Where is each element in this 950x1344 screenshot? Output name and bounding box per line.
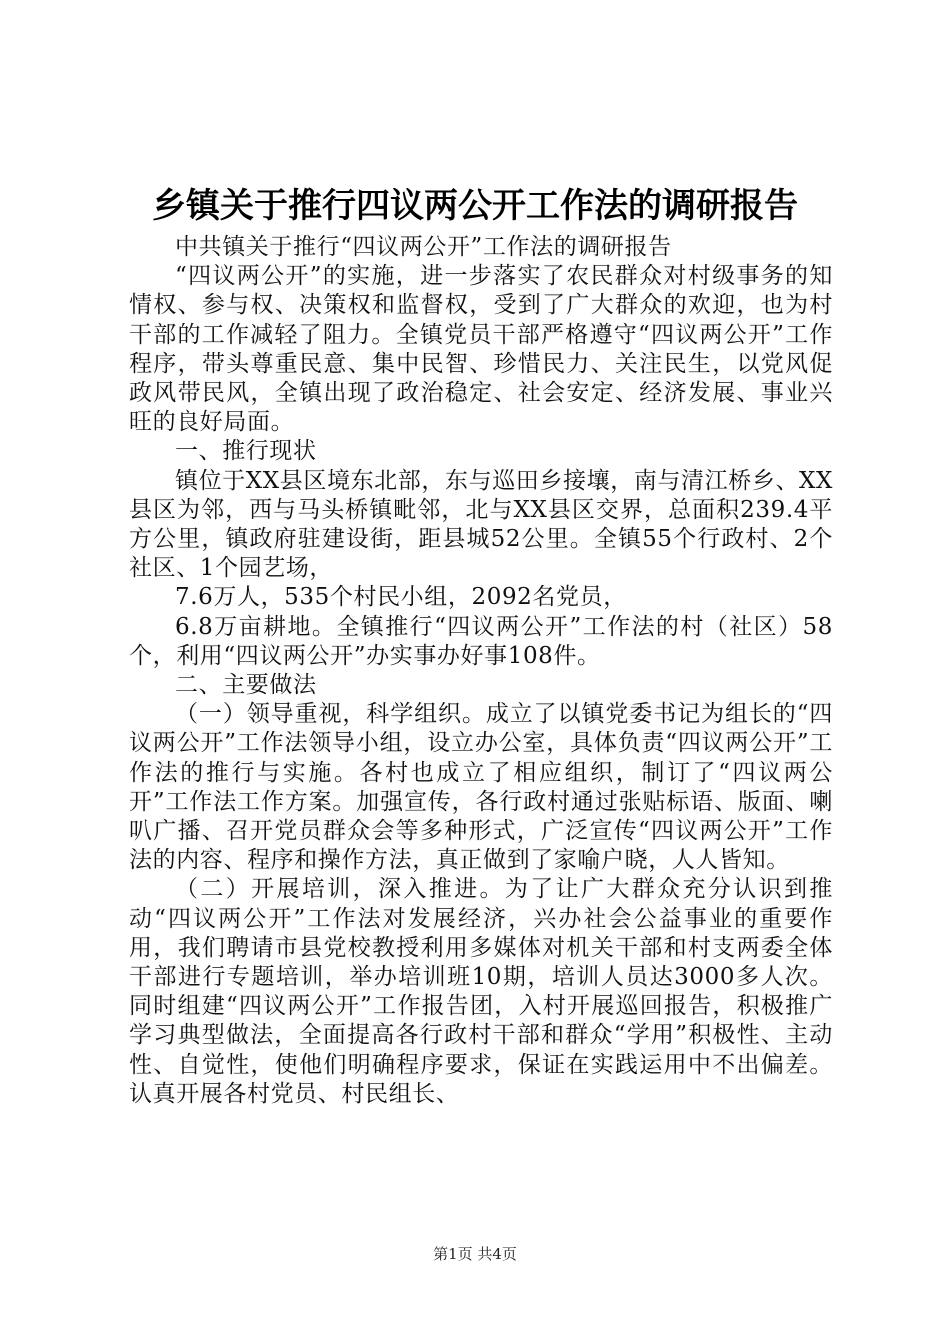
section-heading-status: 一、推行现状	[175, 438, 317, 465]
paragraph-training: （二）开展培训，深入推进。为了让广大群众充分认识到推动“四议两公开”工作法对发展经济，兴办社会公益事业的重要作用，我们聘请市县党校教授利用多媒体对机关干部和村支两委全体干部进行专题培训，举办培训班10期，培训人员达3000多人次。同时组建“四议两公开”工作报告团，入村开展巡回报告，积极推广学习典型做法，全面提高各行政村干部和群众“学用”积极性、主动性、自觉性，使他们明确程序要求，保证在实践运用中不出偏差。认真开展各村党员、村民组长、	[129, 876, 833, 1107]
page-number-footer: 第1页 共4页	[433, 1245, 517, 1263]
paragraph-population: 7.6万人，535个村民小组，2092名党员，	[175, 584, 627, 611]
document-body	[129, 233, 833, 1109]
paragraph-farmland: 6.8万亩耕地。全镇推行“四议两公开”工作法的村（社区）58个，利用“四议两公开”办实事办好事108件。	[129, 613, 833, 669]
paragraph-intro: “四议两公开”的实施，进一步落实了农民群众对村级事务的知情权、参与权、决策权和监督权，受到了广大群众的欢迎，也为村干部的工作减轻了阻力。全镇党员干部严格遵守“四议两公开”工作程序，带头尊重民意、集中民智、珍惜民力、关注民生，以党风促政风带民风，全镇出现了政治稳定、社会安定、经济发展、事业兴旺的良好局面。	[129, 263, 833, 436]
paragraph-subtitle: 中共镇关于推行“四议两公开”工作法的调研报告	[175, 234, 672, 260]
document-title: 乡镇关于推行四议两公开工作法的调研报告	[152, 186, 798, 226]
paragraph-leadership: （一）领导重视，科学组织。成立了以镇党委书记为组长的“四议两公开”工作法领导小组，设立办公室，具体负责“四议两公开”工作法的推行与实施。各村也成立了相应组织，制订了“四议两公开”工作法工作方案。加强宣传，各行政村通过张贴标语、版面、喇叭广播、召开党员群众会等多种形式，广泛宣传“四议两公开”工作法的内容、程序和操作方法，真正做到了家喻户晓，人人皆知。	[129, 701, 833, 874]
section-heading-methods: 二、主要做法	[175, 672, 317, 699]
paragraph-location: 镇位于XX县区境东北部，东与巡田乡接壤，南与清江桥乡、XX县区为邻，西与马头桥镇毗邻，北与XX县区交界，总面积239.4平方公里，镇政府驻建设街，距县城52公里。全镇55个行政村、2个社区、1个园艺场，	[129, 467, 833, 582]
